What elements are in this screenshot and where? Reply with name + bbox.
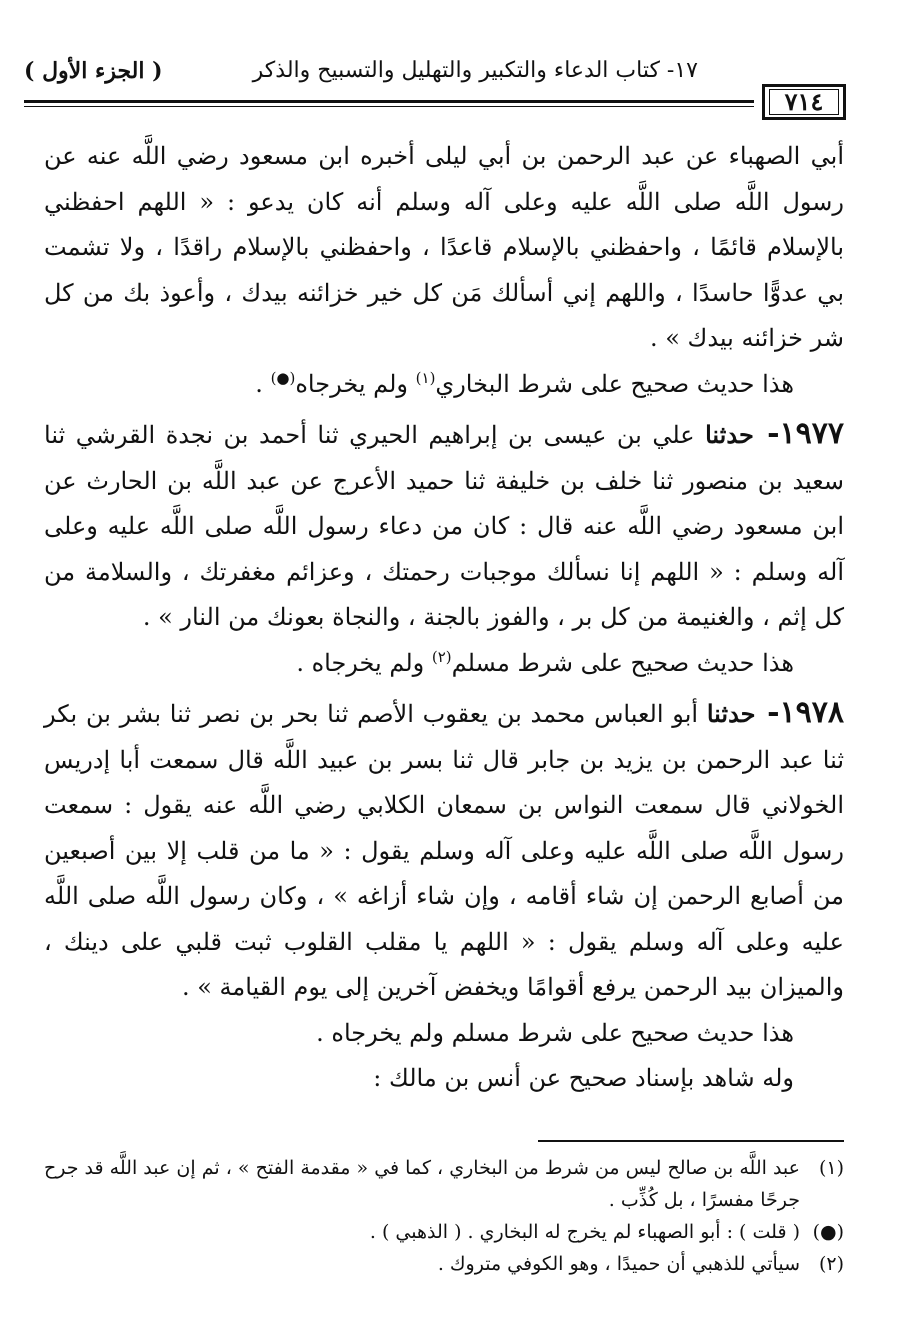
grading-note-1 [44, 362, 844, 408]
hadith-text-1977: علي بن عيسى بن إبراهيم الحيري ثنا أحمد بن نجدة القرشي ثنا سعيد بن منصور ثنا خلف بن خليفة ثنا حميد الأعرج عن عبد اللَّه بن الحارث عن ابن مسعود رضي اللَّه عنه قال : كان من دعاء رسول اللَّه صلى اللَّه عليه وعلى آله وسلم : « اللهم إنا نسألك موجبات رحمتك ، وعزائم مغفرتك ، والسلامة من كل إثم ، والغنيمة من كل بر ، والفوز بالجنة ، والنجاة بعونك من النار » . [44, 421, 844, 631]
chapter-title: ١٧- كتاب الدعاء والتكبير والتهليل والتسبيح والذكر [252, 58, 698, 83]
footnote-mark: (١) [818, 1157, 844, 1179]
hadith-1977 [44, 411, 844, 641]
footnote-text: سيأتي للذهبي أن حميدًا ، وهو الكوفي متروك . [437, 1253, 800, 1275]
hadith-1978 [44, 690, 844, 1011]
footnote-2 [44, 1248, 844, 1280]
footnote-1 [44, 1152, 844, 1216]
volume-label: ( الجزء الأول ) [24, 58, 163, 84]
footnote-text: عبد اللَّه بن صالح ليس من شرط من البخاري ، كما في « مقدمة الفتح » ، ثم إن عبد اللَّه قد جرح جرحًا مفسرًا ، بل كُذِّب . [44, 1157, 800, 1211]
footnote-ref-1[interactable]: (١) [415, 368, 436, 387]
hadith-lead-1977: حدثنا [705, 420, 754, 449]
footnote-ref-dot[interactable]: (●) [270, 368, 296, 387]
hadith-lead-1978: حدثنا [706, 699, 756, 728]
page-number: ٧١٤ [762, 84, 846, 120]
grading-text-middle: ولم يخرجاه [295, 369, 416, 398]
hadith-continuation: أبي الصهباء عن عبد الرحمن بن أبي ليلى أخبره ابن مسعود رضي اللَّه عنه عن رسول اللَّه صلى اللَّه عليه وعلى آله وسلم أنه كان يدعو : « اللهم احفظني بالإسلام قائمًا ، واحفظني بالإسلام قاعدًا ، واحفظني بالإسلام راقدًا ، ولا تشمت بي عدوًّا حاسدًا ، واللهم إني أسألك مَن كل خير خزائنه بيدك ، وأعوذ بك من كل شر خزائنه بيدك » . [44, 142, 844, 352]
grading-note-3: هذا حديث صحيح على شرط مسلم ولم يخرجاه . [316, 1018, 794, 1047]
witness-note: وله شاهد بإسناد صحيح عن أنس بن مالك : [373, 1064, 794, 1092]
footnote-dot [44, 1216, 844, 1248]
grading-note-2 [44, 641, 844, 687]
grading-text: هذا حديث صحيح على شرط البخاري [435, 369, 794, 398]
footnote-mark: (٢) [818, 1253, 844, 1275]
grading-text-2-end: ولم يخرجاه . [296, 648, 432, 677]
footnote-ref-2[interactable]: (٢) [431, 647, 452, 666]
footnote-text: ( قلت ) : أبو الصهباء لم يخرج له البخاري . ( الذهبي ) . [369, 1221, 800, 1243]
hadith-number-1977: ١٩٧٧- [753, 416, 844, 451]
hadith-text-1978: أبو العباس محمد بن يعقوب الأصم ثنا بحر بن نصر ثنا بشر بن بكر ثنا عبد الرحمن بن يزيد بن جابر قال ثنا بسر بن عبيد اللَّه قال سمعت أبا إدريس الخولاني قال سمعت النواس بن سمعان الكلابي رضي اللَّه عنه يقول : سمعت رسول اللَّه صلى اللَّه عليه وعلى آله وسلم يقول : « ما من قلب إلا بين أصبعين من أصابع الرحمن إن شاء أقامه ، وإن شاء أزاغه » ، وكان رسول اللَّه صلى اللَّه عليه وعلى آله وسلم يقول : « اللهم يا مقلب القلوب ثبت قلبي على دينك ، والميزان بيد الرحمن يرفع أقوامًا ويخفض آخرين إلى يوم القيامة » . [44, 700, 844, 1001]
page-header [24, 58, 848, 98]
grading-text-2: هذا حديث صحيح على شرط مسلم [451, 648, 794, 677]
main-text [44, 134, 844, 1102]
header-rule-thin [24, 106, 754, 107]
footnote-mark: (●) [812, 1221, 844, 1243]
grading-text-end: . [255, 369, 271, 398]
footnote-separator [538, 1140, 844, 1142]
hadith-number-1978: ١٩٧٨- [755, 695, 844, 730]
footnotes [44, 1152, 844, 1280]
header-rule [24, 100, 754, 103]
